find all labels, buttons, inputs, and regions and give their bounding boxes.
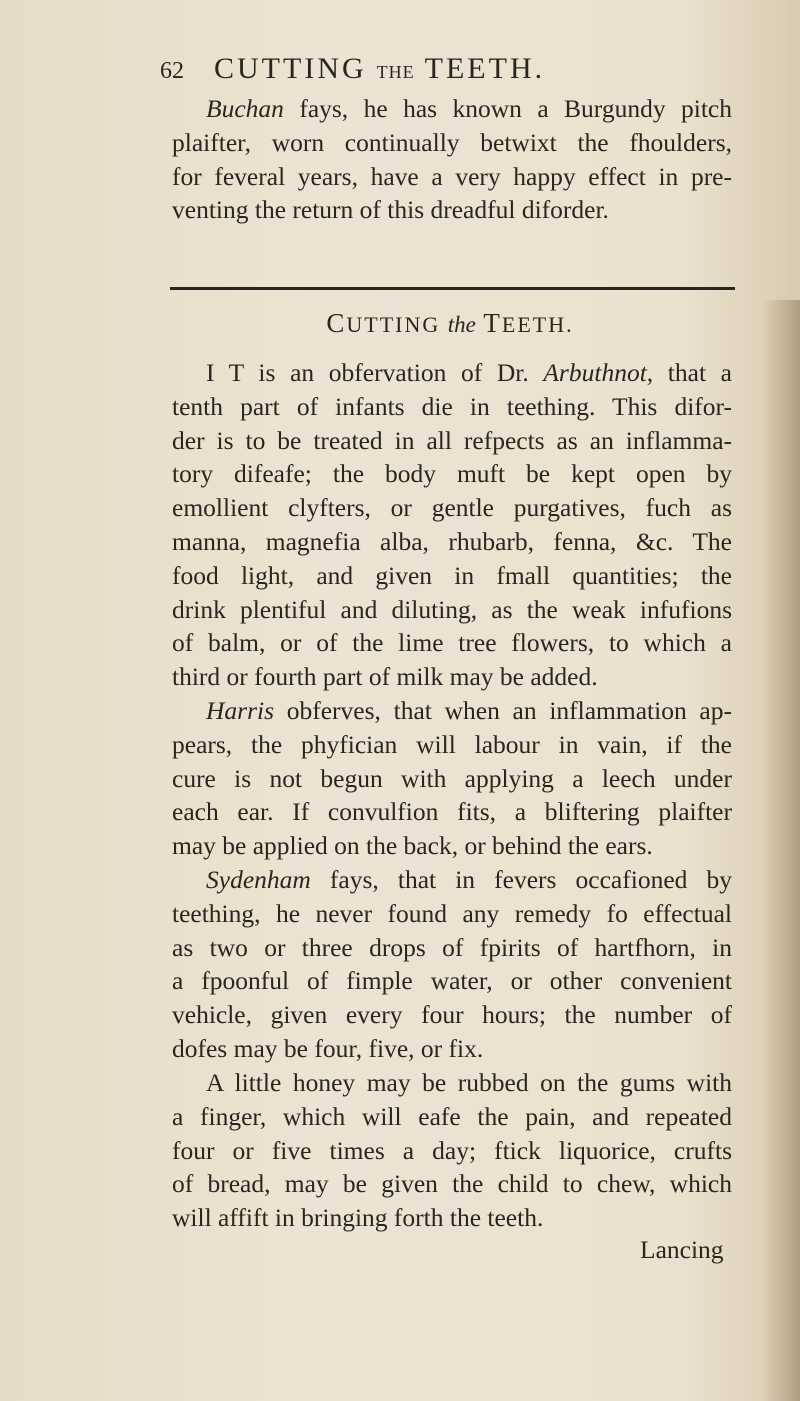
text-line: third or fourth part of milk may be added. (172, 662, 598, 692)
paragraph-arbuthnot (172, 356, 732, 694)
text-line: Sydenham fays, that in fevers occafioned by (206, 865, 732, 894)
text-line: der is to be treated in all refpects as an inflamma- (172, 425, 732, 455)
text-line: Harris obferves, that when an inflammation ap- (206, 696, 732, 725)
text-line: four or five times a day; ftick liquorice, crufts (172, 1135, 732, 1165)
text-line: may be applied on the back, or behind the ears. (172, 831, 653, 861)
text-line: I T is an obfervation of Dr. Arbuthnot, that a (206, 358, 732, 387)
running-head (160, 52, 720, 92)
paragraph-sydenham (172, 863, 732, 1066)
section-divider-rule (170, 287, 735, 290)
author-name: Sydenham (206, 865, 311, 894)
running-title-cutting: CUTTING (214, 52, 367, 85)
text-line: drink plentiful and diluting, as the weak infufions (172, 594, 732, 624)
text-line: will affift in bringing forth the teeth. (172, 1203, 544, 1233)
text-line: for feveral years, have a very happy effect in pre- (172, 161, 732, 191)
text-line: A little honey may be rubbed on the gums with (206, 1068, 732, 1097)
text-line: tory difeafe; the body muft be kept open by (172, 459, 732, 489)
text-line: each ear. If convulfion fits, a bliftering plaifter (172, 797, 732, 827)
text-line: vehicle, given every four hours; the number of (172, 1000, 732, 1030)
text-line: emollient clyfters, or gentle purgatives, fuch as (172, 493, 732, 523)
text-line: a finger, which will eafe the pain, and repeated (172, 1101, 732, 1131)
text-line: plaifter, worn continually betwixt the fhoulders, (172, 127, 732, 157)
page-number: 62 (160, 58, 184, 84)
text-line: a fpoonful of fimple water, or other convenient (172, 966, 732, 996)
text-line: manna, magnefia alba, rhubarb, fenna, &c. The (172, 526, 732, 556)
page-edge-shadow (762, 300, 800, 1401)
text-line: tenth part of infants die in teething. This difor- (172, 391, 732, 421)
running-title-the: THE (376, 62, 415, 82)
text-line: of bread, may be given the child to chew, which (172, 1169, 732, 1199)
author-name: Buchan (206, 94, 284, 123)
text-line: pears, the phyfician will labour in vain, if the (172, 729, 732, 759)
text-line: as two or three drops of fpirits of hartfhorn, in (172, 932, 732, 962)
text-line: venting the return of this dreadful diforder. (172, 195, 609, 225)
text-line: Buchan fays, he has known a Burgundy pitch (206, 94, 732, 123)
text-line: food light, and given in fmall quantities; the (172, 560, 732, 590)
section-heading: CUTTING the TEETH. (326, 308, 574, 338)
author-name: Harris (206, 696, 275, 725)
catchword: Lancing (640, 1235, 724, 1264)
running-title-teeth: TEETH. (424, 52, 546, 85)
text-line: of balm, or of the lime tree flowers, to which a (172, 628, 732, 658)
text-line: teething, he never found any remedy fo effectual (172, 898, 732, 928)
author-name: Arbuthnot (543, 358, 647, 387)
paragraph-harris (172, 694, 732, 863)
opening-paragraph (172, 92, 732, 227)
text-line: dofes may be four, five, or fix. (172, 1033, 484, 1063)
text-line: cure is not begun with applying a leech under (172, 763, 732, 793)
paragraph-honey (172, 1066, 732, 1235)
